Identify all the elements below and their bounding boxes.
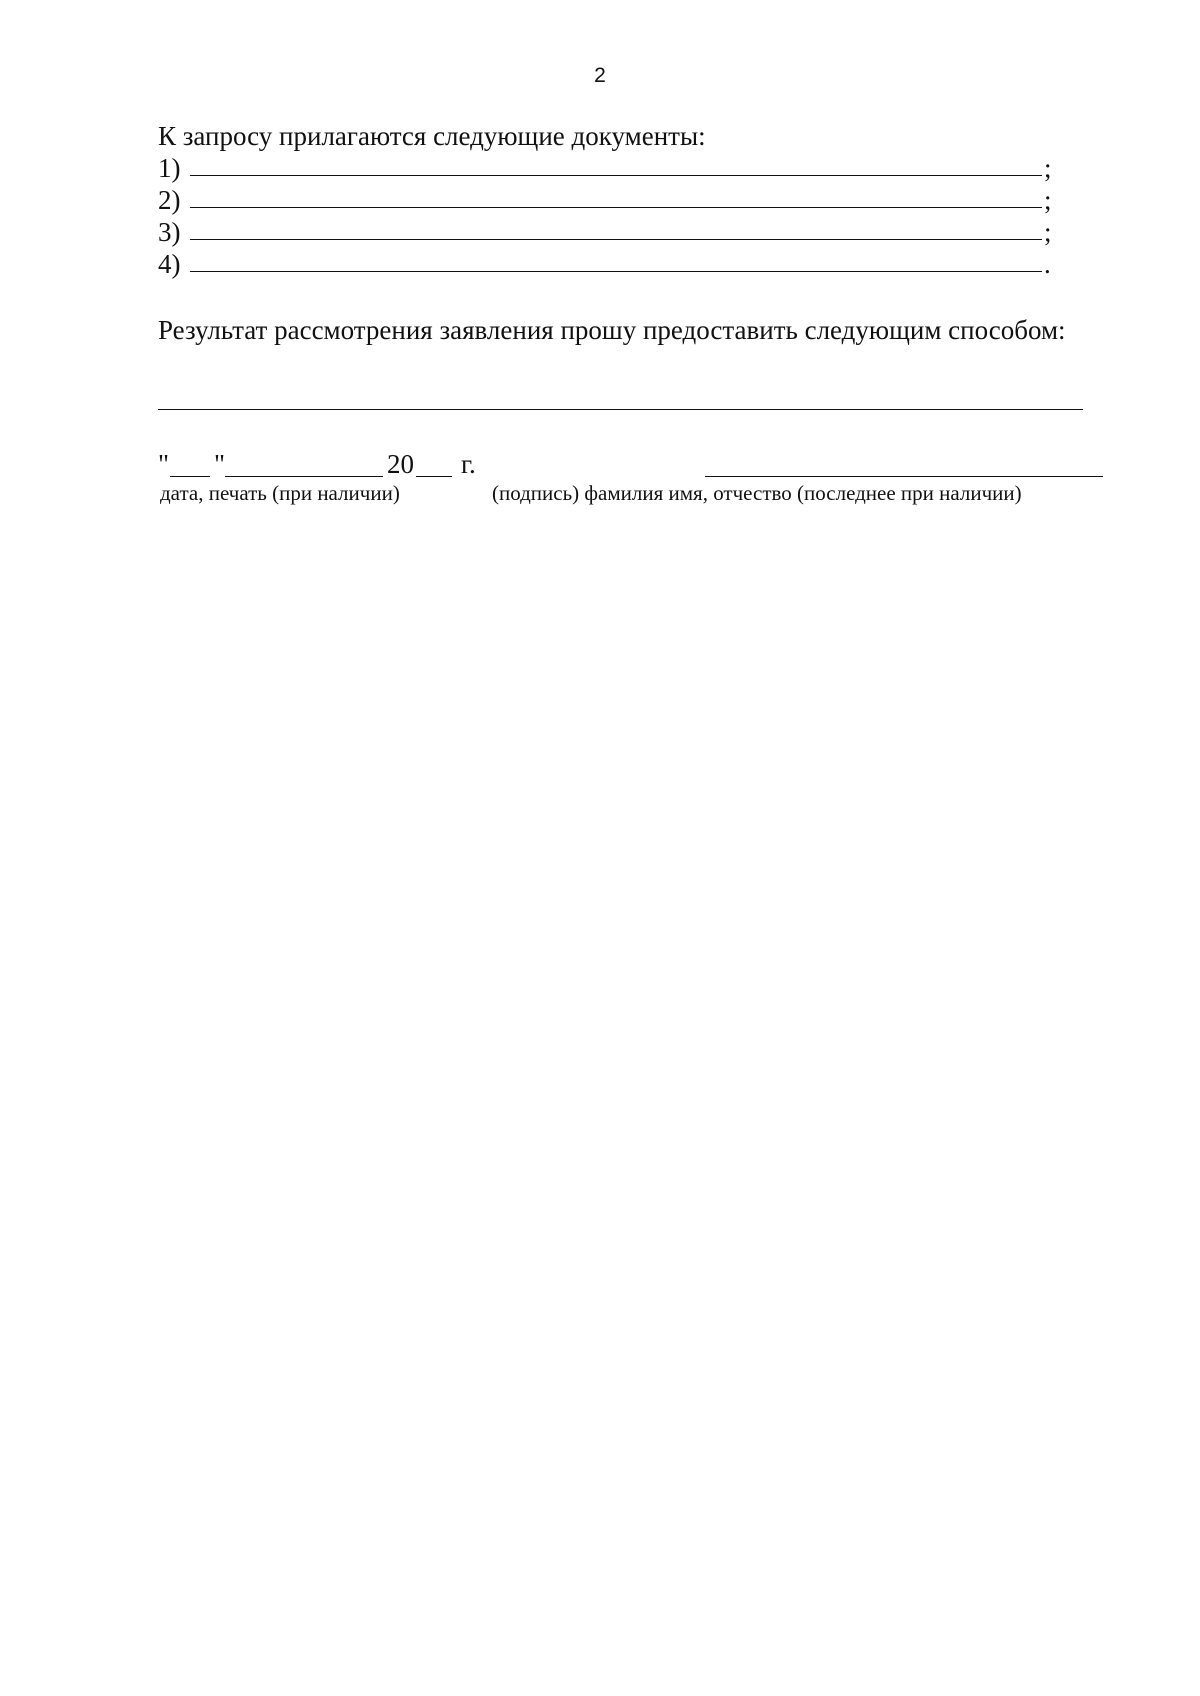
day-open-quote: ": [158, 449, 170, 479]
attachment-row-1: [158, 152, 1058, 184]
attachment-terminator: ;: [1044, 217, 1052, 247]
result-method-fill-line[interactable]: [158, 409, 1083, 410]
signature-fill-line[interactable]: [705, 476, 1103, 477]
attachment-number: 2): [158, 185, 181, 215]
attachment-row-2: [158, 184, 1058, 216]
attachment-fill-line[interactable]: [190, 207, 1042, 208]
month-fill-line[interactable]: [225, 476, 383, 477]
attachment-terminator: .: [1044, 249, 1051, 279]
attachment-fill-line[interactable]: [190, 175, 1042, 176]
attachment-fill-line[interactable]: [190, 271, 1042, 272]
day-fill-line[interactable]: [170, 476, 210, 477]
signature-caption: (подпись) фамилия имя, отчество (последнее при наличии): [492, 481, 1022, 505]
day-close-quote: ": [214, 449, 226, 479]
attachment-number: 3): [158, 217, 181, 247]
date-caption: дата, печать (при наличии): [160, 481, 400, 505]
year-suffix: г.: [461, 449, 476, 479]
attachment-terminator: ;: [1044, 153, 1052, 183]
attachment-row-4: [158, 248, 1058, 280]
attachment-number: 1): [158, 153, 181, 183]
year-prefix: 20: [387, 449, 414, 479]
attachment-row-3: [158, 216, 1058, 248]
result-method-prompt: Результат рассмотрения заявления прошу предоставить следующим способом:: [158, 315, 1066, 345]
year-fill-line[interactable]: [416, 476, 452, 477]
attachments-heading: К запросу прилагаются следующие документы:: [158, 121, 706, 151]
attachment-number: 4): [158, 249, 181, 279]
attachment-fill-line[interactable]: [190, 239, 1042, 240]
attachment-terminator: ;: [1044, 185, 1052, 215]
page-number: 2: [594, 64, 606, 87]
